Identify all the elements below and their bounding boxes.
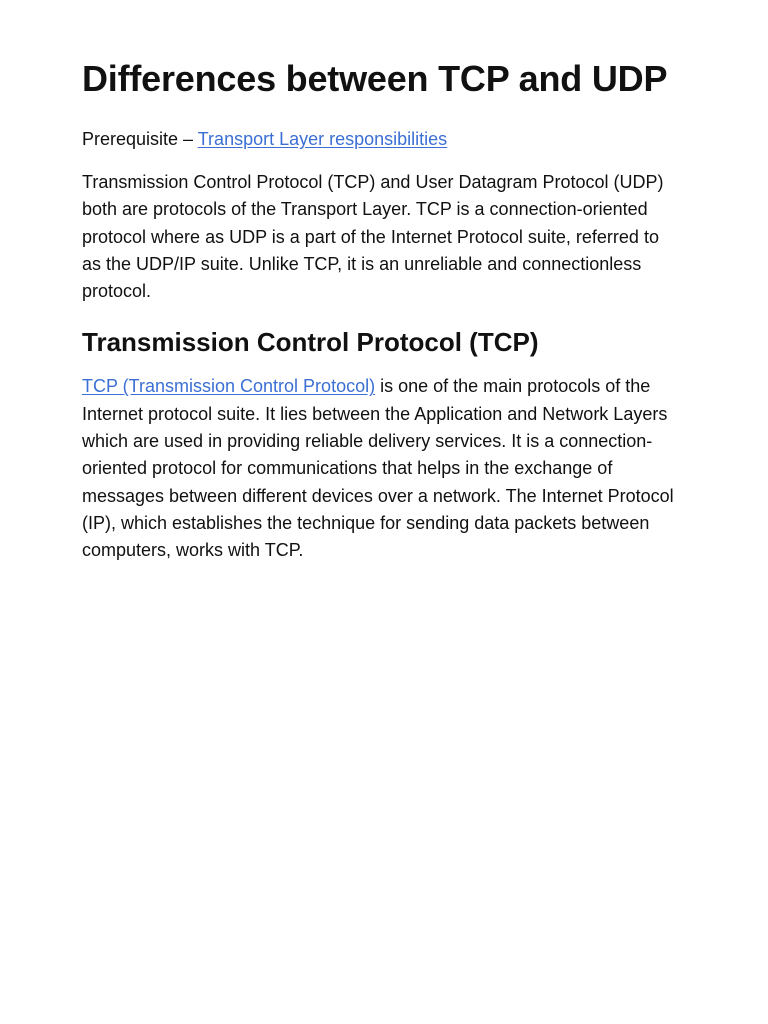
section-heading-tcp: Transmission Control Protocol (TCP) xyxy=(82,327,539,358)
page-title: Differences between TCP and UDP xyxy=(82,58,668,99)
prerequisite-label: Prerequisite – xyxy=(82,129,198,149)
prerequisite-line xyxy=(82,126,678,153)
intro-paragraph: Transmission Control Protocol (TCP) and User Datagram Protocol (UDP) both are protocols of the Transport Layer. TCP is a connection-oriented protocol where as UDP is a part of the Internet Protocol suite, referred to as the UDP/IP suite. Unlike TCP, it is an unreliable and connectionless protocol. xyxy=(82,172,664,302)
tcp-paragraph xyxy=(82,373,678,564)
tcp-paragraph-body: is one of the main protocols of the Internet protocol suite. It lies between the Application and Network Layers which are used in providing reliable delivery services. It is a connection-oriented protocol for communications that helps in the exchange of messages between different devices over a network. The Internet Protocol (IP), which establishes the technique for sending data packets between computers, works with TCP. xyxy=(82,376,674,561)
transport-layer-link[interactable]: Transport Layer responsibilities xyxy=(197,129,448,149)
tcp-link[interactable]: TCP (Transmission Control Protocol) xyxy=(82,376,376,397)
